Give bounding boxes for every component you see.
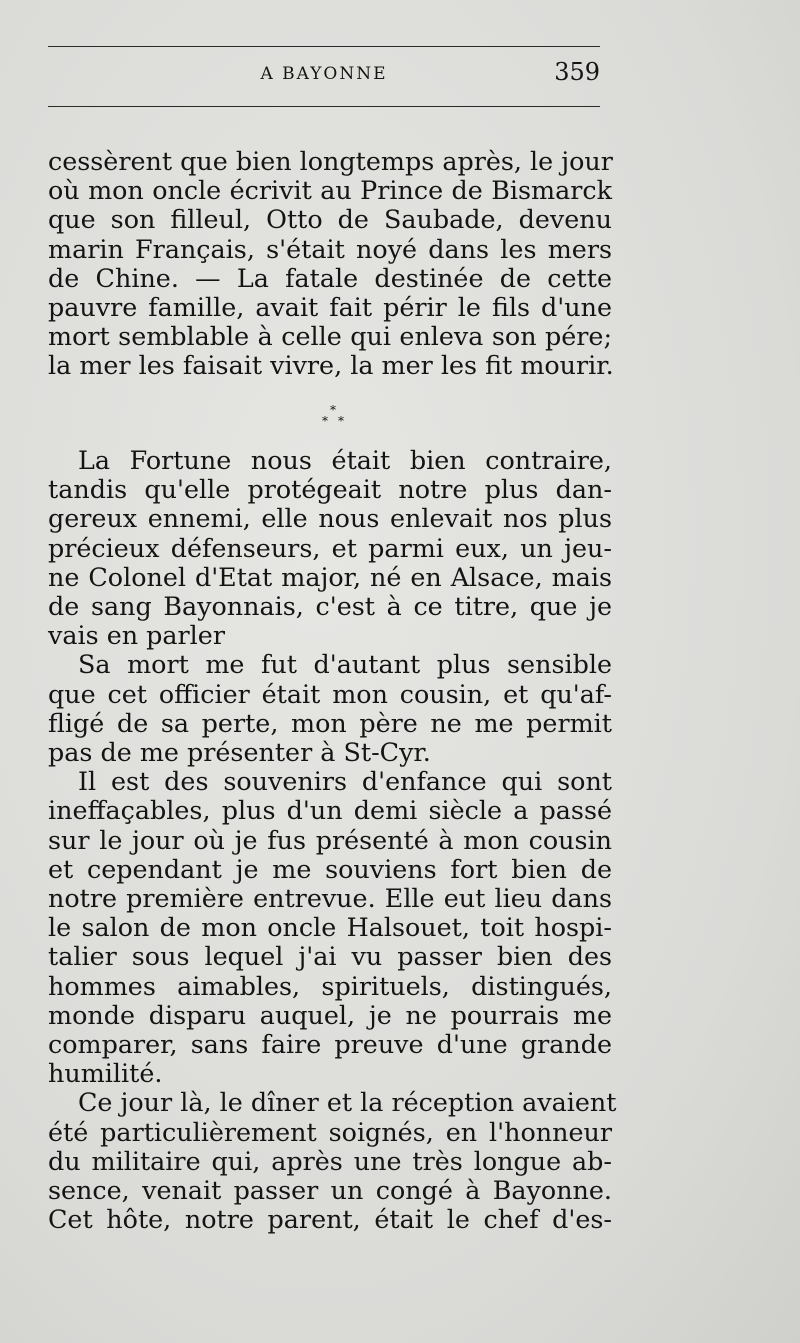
- text-line: mort semblable à celle qui enleva son pére;: [48, 321, 612, 352]
- paragraph: [48, 446, 612, 650]
- text-line: hommes aimables, spirituels, distingués,: [48, 970, 612, 1001]
- page-number: 359: [554, 58, 600, 86]
- text-line: ineffaçables, plus d'un demi siècle a passé: [48, 795, 612, 826]
- running-title: A BAYONNE: [260, 64, 388, 84]
- paragraph-continued: [48, 147, 612, 381]
- text-line: de Chine. — La fatale destinée de cette: [48, 262, 612, 293]
- main-text: [48, 445, 617, 1235]
- text-line: la mer les faisait vivre, la mer les fit mourir.: [48, 350, 614, 381]
- paragraph: [48, 147, 612, 381]
- text-line: pas de me présenter à St-Cyr.: [48, 737, 431, 768]
- svg-text:*: *: [322, 414, 328, 428]
- text-line: cessèrent que bien longtemps après, le jour: [48, 146, 613, 176]
- text-line: La Fortune nous était bien contraire,: [78, 445, 612, 475]
- text-line: que cet officier était mon cousin, et qu'af-: [48, 678, 612, 709]
- paragraph: [48, 767, 612, 1088]
- text-line: et cependant je me souviens fort bien de: [48, 853, 612, 884]
- text-line: le salon de mon oncle Halsouet, toit hospi-: [48, 912, 612, 943]
- text-line: sence, venait passer un congé à Bayonne.: [48, 1175, 612, 1206]
- text-line: talier sous lequel j'ai vu passer bien des: [48, 941, 612, 972]
- text-line: Sa mort me fut d'autant plus sensible: [78, 649, 612, 680]
- text-line: fligé de sa perte, mon père ne me permit: [48, 707, 612, 738]
- svg-text:*: *: [330, 404, 336, 417]
- text-line: où mon oncle écrivit au Prince de Bismarck: [48, 175, 612, 206]
- text-line: de sang Bayonnais, c'est à ce titre, que je: [48, 591, 612, 622]
- text-line: Ce jour là, le dîner et la réception avaient: [78, 1087, 617, 1118]
- text-line: monde disparu auquel, je ne pourrais me: [48, 999, 612, 1030]
- text-line: sur le jour où je fus présenté à mon cousin: [48, 824, 612, 855]
- header-rule-bottom: [48, 106, 600, 107]
- asterism-icon: [318, 404, 348, 428]
- text-line: marin Français, s'était noyé dans les mers: [48, 233, 612, 264]
- text-line: comparer, sans faire preuve d'une grande: [48, 1029, 612, 1060]
- text-line: du militaire qui, après une très longue ab-: [48, 1145, 612, 1176]
- text-line: Il est des souvenirs d'enfance qui sont: [78, 766, 612, 797]
- svg-text:*: *: [338, 414, 344, 428]
- text-line: gereux ennemi, elle nous enlevait nos plus: [48, 503, 612, 534]
- text-line: vais en parler: [48, 620, 225, 651]
- text-line: tandis qu'elle protégeait notre plus dan-: [48, 474, 612, 505]
- text-line: Cet hôte, notre parent, était le chef d'es-: [48, 1204, 612, 1235]
- header-rule-top: [48, 46, 600, 47]
- text-line: précieux défenseurs, et parmi eux, un jeu-: [48, 532, 612, 563]
- text-line: ne Colonel d'Etat major, né en Alsace, mais: [48, 561, 612, 592]
- text-line: été particulièrement soignés, en l'honneur: [48, 1116, 612, 1147]
- text-line: que son filleul, Otto de Saubade, devenu: [48, 204, 612, 235]
- paragraph: [48, 1087, 617, 1235]
- running-head: [48, 58, 600, 94]
- text-line: pauvre famille, avait fait périr le fils d'une: [48, 292, 612, 323]
- text-line: humilité.: [48, 1058, 163, 1089]
- text-line: notre première entrevue. Elle eut lieu dans: [48, 883, 612, 914]
- paragraph: [48, 650, 612, 767]
